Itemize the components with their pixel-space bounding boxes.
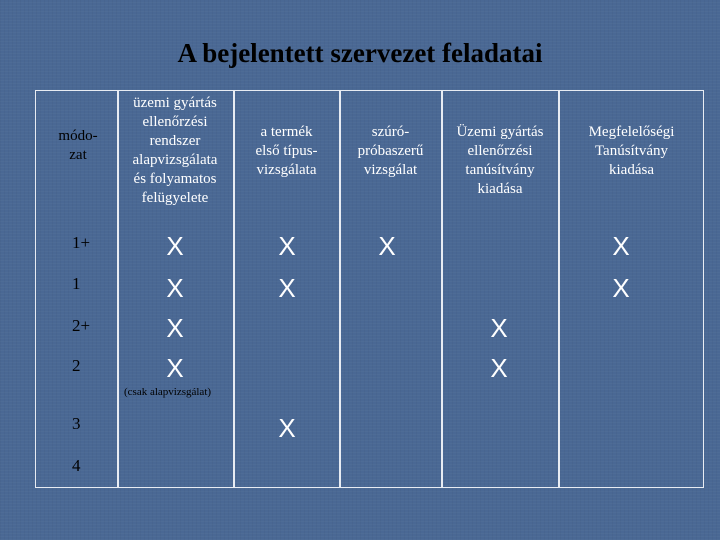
header-type-test: a termék első típus- vizsgálata <box>255 124 318 178</box>
mark-x: X <box>612 231 630 261</box>
mark-x: X <box>278 413 296 443</box>
header-mode: módo- zat <box>58 128 98 163</box>
header-spot-check: szúró- próbaszerű vizsgálat <box>357 124 424 178</box>
mark-x: X <box>490 353 508 383</box>
header-factory-control-audit: üzemi gyártás ellenőrzési rendszer alapvizsgálata és folyamatos felügyelete <box>132 95 218 206</box>
header-factory-certificate: Üzemi gyártás ellenőrzési tanúsítvány kiadása <box>456 124 544 197</box>
mark-x: X <box>166 313 184 343</box>
mark-x: X <box>166 273 184 303</box>
header-conformity-certificate: Megfelelőségi Tanúsítvány kiadása <box>588 124 675 178</box>
page-title: A bejelentett szervezet feladatai <box>177 38 543 68</box>
mark-x: X <box>278 273 296 303</box>
row-label: 1+ <box>72 233 91 252</box>
mark-x: X <box>166 353 184 383</box>
row-label: 4 <box>72 456 81 475</box>
mark-x: X <box>166 231 184 261</box>
mark-x: X <box>490 313 508 343</box>
mark-x: X <box>612 273 630 303</box>
row-label: 2 <box>72 356 81 375</box>
row-label: 3 <box>72 414 81 433</box>
mark-x: X <box>378 231 396 261</box>
footnote: (csak alapvizsgálat) <box>124 386 212 398</box>
row-label: 2+ <box>72 316 91 335</box>
mark-x: X <box>278 231 296 261</box>
row-label: 1 <box>72 274 81 293</box>
